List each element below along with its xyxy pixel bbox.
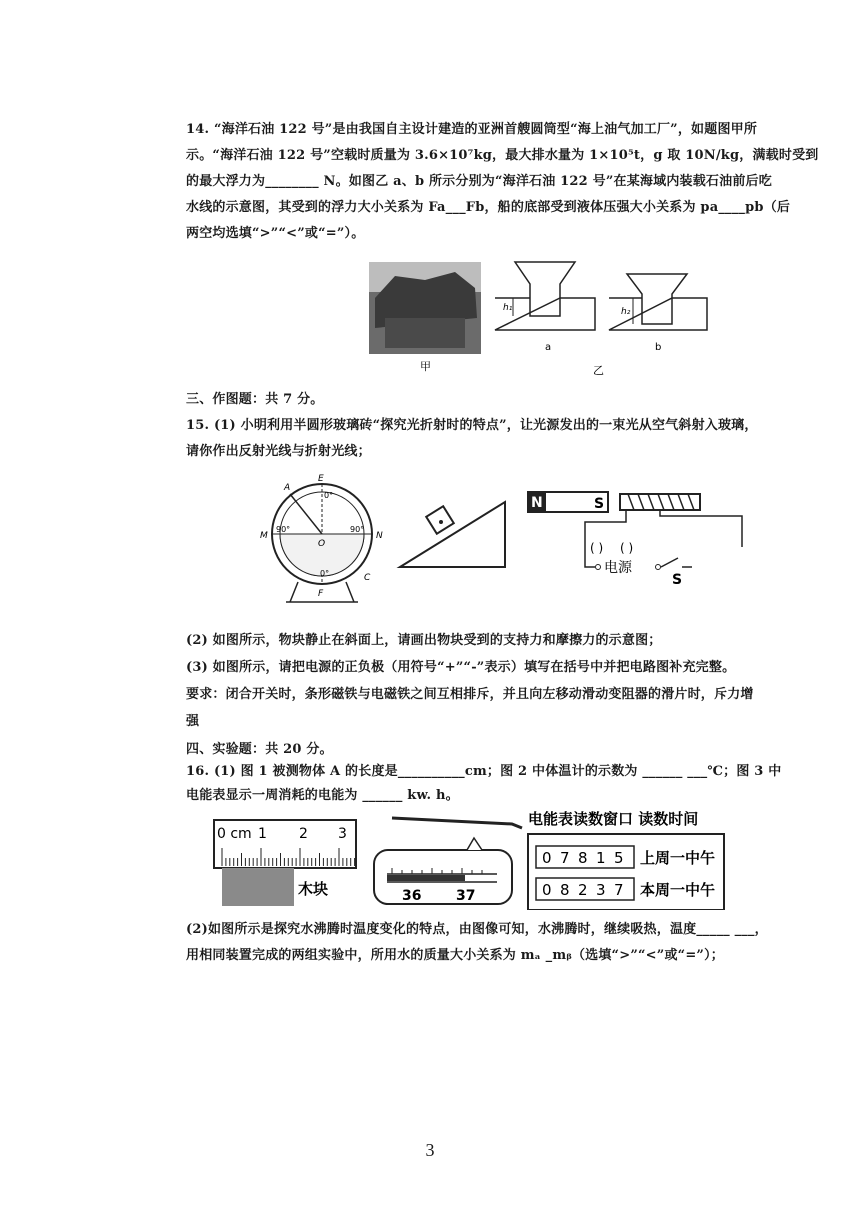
diagram-a <box>495 262 595 330</box>
q14-line-5: 两空均选填“>”“<”或“=”）。 <box>186 226 365 241</box>
ruler-label-0: 0 cm <box>217 826 252 842</box>
label-h1: h₁ <box>503 303 513 313</box>
power-label: 电源 <box>604 560 632 576</box>
meter-row-1 <box>536 846 715 868</box>
section-4-heading: 四、实验题：共 20 分。 <box>186 742 333 757</box>
q14-figure-svg <box>365 258 725 378</box>
bracket-2: ( ) <box>620 541 634 555</box>
disc-label-n: N <box>376 531 383 541</box>
disc-label-f: F <box>318 589 324 599</box>
disc-label-deg0-top: 0° <box>324 491 334 500</box>
label-jia: 甲 <box>420 360 431 373</box>
meter-row1-digit-2: 8 <box>578 849 588 867</box>
q14-line-1: 14. “海洋石油 122 号”是由我国自主设计建造的亚洲首艘圆筒型“海上油气加工厂”，如题图甲所 <box>186 122 758 137</box>
label-a: a <box>545 342 552 353</box>
meter-row1-digit-3: 1 <box>596 849 606 867</box>
meter-row2-digit-3: 3 <box>596 881 606 899</box>
meter-row2-digit-0: 0 <box>542 881 552 899</box>
magnet-s-label: S <box>594 496 605 512</box>
q16-line-1: 16. (1) 图 1 被测物体 A 的长度是__________cm；图 2 中体温计的示数为 ______ ___℃；图 3 中 <box>186 764 782 779</box>
q16-figures <box>212 810 757 910</box>
disc-label-deg90-right: 90° <box>350 525 365 534</box>
meter-title: 电能表读数窗口 读数时间 <box>528 810 699 828</box>
thermo-label-36: 36 <box>402 888 422 904</box>
q14-figures <box>365 258 725 378</box>
ruler-label-2: 2 <box>299 826 308 842</box>
q15-line-3: (2) 如图所示，物块静止在斜面上，请画出物块受到的支持力和摩擦力的示意图； <box>186 633 662 648</box>
disc-label-deg0-bottom: 0° <box>320 569 330 578</box>
q14-line-4: 水线的示意图，其受到的浮力大小关系为 Fa___Fb，船的底部受到液体压强大小关系为 pa____pb（后 <box>186 200 791 215</box>
disc-label-c: C <box>364 573 371 583</box>
q16-figure-svg <box>212 810 757 910</box>
meter-row2-digit-4: 7 <box>614 881 624 899</box>
disc-label-a: A <box>284 483 291 493</box>
meter-row2-time: 本周一中午 <box>640 881 716 899</box>
switch-label: S <box>672 572 683 588</box>
meter-row1-digit-0: 0 <box>542 849 552 867</box>
page-number: 3 <box>425 1140 435 1160</box>
thermometer <box>374 818 522 904</box>
meter-row1-digit-1: 7 <box>560 849 570 867</box>
q15-line-5: 要求：闭合开关时，条形磁铁与电磁铁之间互相排斥，并且向左移动滑动变阻器的滑片时，斥力增 <box>186 687 754 702</box>
ruler-label-3: 3 <box>338 826 347 842</box>
q15-line-1: 15. (1) 小明利用半圆形玻璃砖“探究光折射时的特点”，让光源发出的一束光从空气斜射入玻璃， <box>186 418 758 433</box>
meter-row2-digit-1: 8 <box>560 881 570 899</box>
meter-row-2 <box>536 878 715 900</box>
q15-figures <box>260 472 760 607</box>
q15-line-4: (3) 如图所示，请把电源的正负极（用符号“+”“-”表示）填写在括号中并把电路图补充完整。 <box>186 660 736 675</box>
disc-label-deg90-left: 90° <box>276 525 291 534</box>
disc-label-o: O <box>318 539 326 549</box>
q16-line-3: (2)如图所示是探究水沸腾时温度变化的特点，由图像可知，水沸腾时，继续吸热，温度_____ ___， <box>186 922 768 937</box>
q16-line-2: 电能表显示一周消耗的电能为 ______ kw. h。 <box>186 788 459 803</box>
section-3-heading: 三、作图题：共 7 分。 <box>186 392 324 407</box>
q15-line-2: 请你作出反射光线与折射光线； <box>186 444 371 459</box>
q14-line-2: 示。“海洋石油 122 号”空载时质量为 3.6×10⁷kg，最大排水量为 1×10⁵t，g 取 10N/kg，满载时受到 <box>186 148 819 163</box>
diagram-b <box>609 274 707 330</box>
wood-label: 木块 <box>298 880 329 898</box>
q15-figure-svg <box>260 472 760 607</box>
thermo-label-37: 37 <box>456 888 476 904</box>
meter-row1-time: 上周一中午 <box>640 849 716 867</box>
circuit-figure <box>528 492 742 570</box>
bracket-1: ( ) <box>590 541 604 555</box>
label-h2: h₂ <box>621 307 631 317</box>
incline-figure <box>400 502 505 567</box>
label-yi: 乙 <box>593 364 604 377</box>
label-b: b <box>655 342 662 353</box>
meter-row2-digit-2: 2 <box>578 881 588 899</box>
q16-line-4: 用相同装置完成的两组实验中，所用水的质量大小关系为 mₐ _mᵦ（选填“>”“<”或“=”）； <box>186 948 724 963</box>
q14-line-3: 的最大浮力为________ N。如图乙 a、b 所示分别为“海洋石油 122 号”在某海域内装载石油前后吃 <box>186 174 772 189</box>
magnet-n-label: N <box>531 495 543 511</box>
disc-label-m: M <box>260 531 268 541</box>
q15-line-6: 强 <box>186 714 200 729</box>
disc-label-e: E <box>318 474 324 484</box>
ruler-label-1: 1 <box>258 826 267 842</box>
meter-row1-digit-4: 5 <box>614 849 624 867</box>
